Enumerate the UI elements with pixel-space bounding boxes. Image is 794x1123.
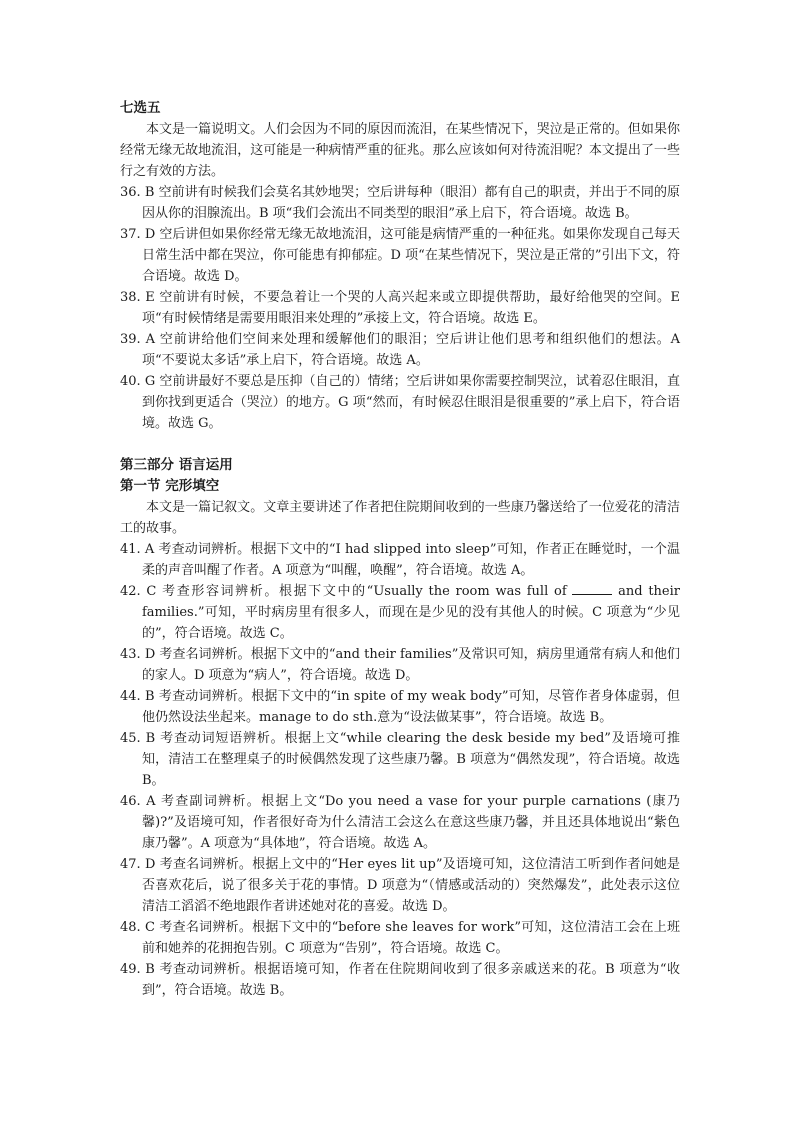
section-heading-seven-choose-five: 七选五 [120,100,161,116]
answer-item-43: 43. D 考查名词辨析。根据下文中的“and their families”及常识可知，病房里通常有病人和他们的家人。D 项意为“病人”，符合语境。故选 D。 [120,647,680,683]
answer-item-39: 39. A 空前讲给他们空间来处理和缓解他们的眼泪；空后讲让他们思考和组织他们的想法。A 项“不要说太多话”承上启下，符合语境。故选 A。 [120,332,680,368]
answer-item-46: 46. A 考查副词辨析。根据上文“Do you need a vase for your purple carnations (康乃馨)?”及语境可知，作者很好奇为什么清洁工会这么在意这些康乃馨，并且还具体地说出“紫色康乃馨”。A 项意为“具体地”，符合语境。故选 A。 [120,794,680,851]
answer-item-42-before: 42. C 考查形容词辨析。根据下文中的“Usually the room was full of [120,584,567,599]
answer-item-42-after: and their families.”可知，平时病房里有很多人，而现在是少见的没有其他人的时候。C 项意为“少见的”，符合语境。故选 C。 [142,584,680,641]
answer-item-40: 40. G 空前讲最好不要总是压抑（自己的）情绪；空后讲如果你需要控制哭泣，试着忍住眼泪，直到你找到更适合（哭泣）的地方。G 项“然而，有时候忍住眼泪是很重要的”承上启下，符合语境。故选 G。 [120,374,680,431]
answer-item-45: 45. B 考查动词短语辨析。根据上文“while clearing the desk beside my bed”及语境可推知，清洁工在整理桌子的时候偶然发现了这些康乃馨。B 项意为“偶然发现”，符合语境。故选 B。 [120,731,680,788]
answer-item-36: 36. B 空前讲有时候我们会莫名其妙地哭；空后讲每种（眼泪）都有自己的职责，并出于不同的原因从你的泪腺流出。B 项“我们会流出不同类型的眼泪”承上启下，符合语境。故选 B。 [120,185,680,221]
section-intro: 本文是一篇说明文。人们会因为不同的原因而流泪，在某些情况下，哭泣是正常的。但如果你经常无缘无故地流泪，这可能是一种病情严重的征兆。那么应该如何对待流泪呢？本文提出了一些行之有效的方法。 [120,122,680,179]
answer-item-44: 44. B 考查动词辨析。根据下文中的“in spite of my weak body”可知，尽管作者身体虚弱，但他仍然设法坐起来。manage to do sth.意为“设法做某事”，符合语境。故选 B。 [120,689,680,725]
answer-item-37: 37. D 空后讲但如果你经常无缘无故地流泪，这可能是病情严重的一种征兆。如果你发现自己每天日常生活中都在哭泣，你可能患有抑郁症。D 项“在某些情况下，哭泣是正常的”引出下文，符合语境。故选 D。 [120,227,680,284]
answer-item-47: 47. D 考查名词辨析。根据上文中的“Her eyes lit up”及语境可知，这位清洁工听到作者问她是否喜欢花后，说了很多关于花的事情。D 项意为“（情感或活动的）突然爆发”，此处表示这位清洁工滔滔不绝地跟作者讲述她对花的喜爱。故选 D。 [120,857,680,914]
answer-item-49: 49. B 考查动词辨析。根据语境可知，作者在住院期间收到了很多亲戚送来的花。B 项意为“收到”，符合语境。故选 B。 [120,962,680,998]
answer-item-38: 38. E 空前讲有时候，不要急着让一个哭的人高兴起来或立即提供帮助，最好给他哭的空间。E 项“有时候情绪是需要用眼泪来处理的”承接上文，符合语境。故选 E。 [120,290,680,326]
cloze-intro: 本文是一篇记叙文。文章主要讲述了作者把住院期间收到的一些康乃馨送给了一位爱花的清洁工的故事。 [120,500,680,536]
answer-item-41: 41. A 考查动词辨析。根据下文中的“I had slipped into sleep”可知，作者正在睡觉时，一个温柔的声音叫醒了作者。A 项意为“叫醒，唤醒”，符合语境。故选 A。 [120,542,680,578]
document-content [120,98,680,1001]
part-heading: 第三部分 语言运用 [120,457,233,473]
answer-item-42 [120,581,680,644]
answer-item-48: 48. C 考查名词辨析。根据下文中的“before she leaves for work”可知，这位清洁工会在上班前和她养的花拥抱告别。C 项意为“告别”，符合语境。故选 C。 [120,920,680,956]
sub-heading-cloze: 第一节 完形填空 [120,478,220,494]
section-spacer [120,434,680,455]
blank-underline [572,582,612,595]
